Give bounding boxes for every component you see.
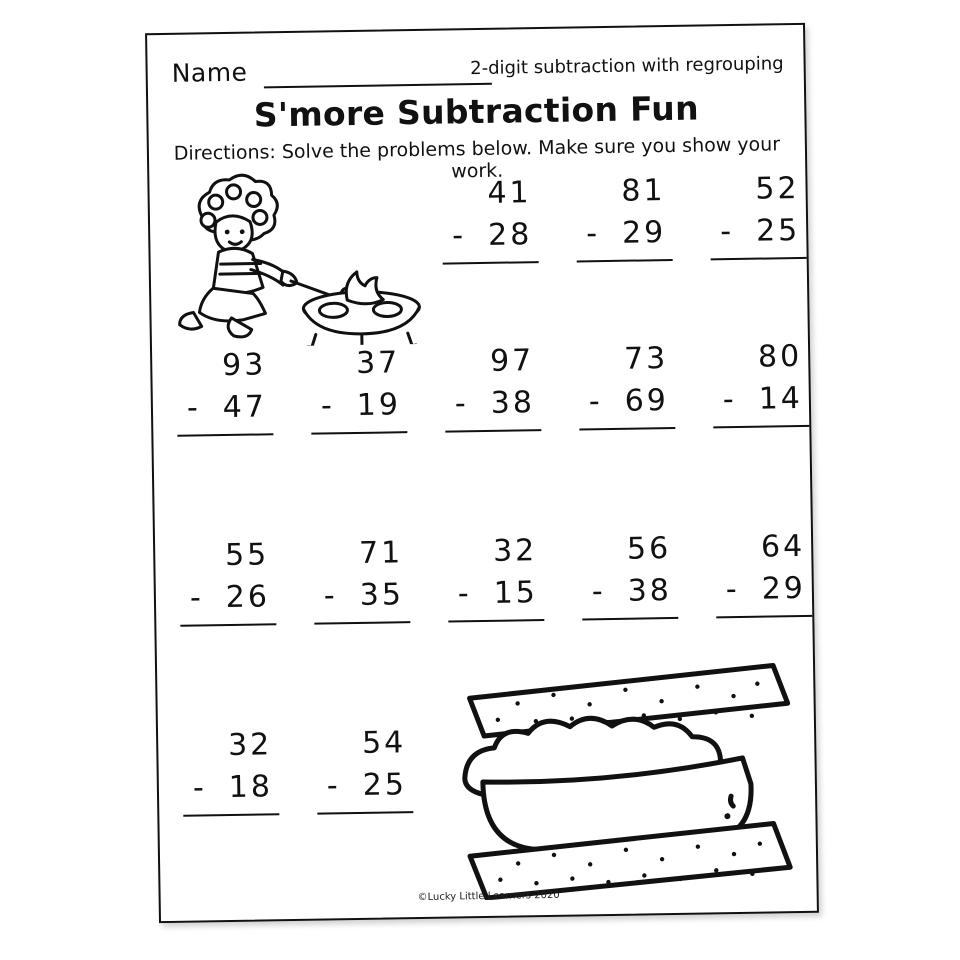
subtrahend: 29 xyxy=(621,215,667,251)
minuend: 41 xyxy=(487,175,532,211)
answer-line[interactable] xyxy=(180,623,276,627)
problem-cell[interactable] xyxy=(182,721,280,834)
minuend: 81 xyxy=(621,173,666,209)
problem-cell xyxy=(173,173,271,286)
minuend: 32 xyxy=(492,533,538,569)
minuend: 37 xyxy=(355,345,401,381)
smore-illustration xyxy=(457,655,801,900)
answer-line[interactable] xyxy=(311,431,407,435)
problem-cell[interactable] xyxy=(444,337,542,450)
problem-row xyxy=(170,333,804,463)
problem-cell[interactable] xyxy=(709,165,807,278)
answer-line[interactable] xyxy=(177,433,273,437)
minuend: 55 xyxy=(224,537,270,574)
minuend: 73 xyxy=(623,341,669,377)
problem-cell[interactable] xyxy=(441,169,539,282)
copyright-text: ©Lucky Little Learners 2020 xyxy=(417,889,560,904)
subtrahend: 18 xyxy=(228,769,274,806)
skill-label: 2-digit subtraction with regrouping xyxy=(469,53,784,80)
operator: - xyxy=(192,770,205,806)
name-row xyxy=(171,49,783,93)
operator: - xyxy=(451,218,464,254)
answer-line[interactable] xyxy=(579,427,675,431)
answer-line[interactable] xyxy=(445,429,541,433)
problem-cell[interactable] xyxy=(712,333,810,446)
answer-line[interactable] xyxy=(317,811,413,815)
problem-cell[interactable] xyxy=(179,531,277,644)
minuend: 80 xyxy=(757,338,803,375)
subtrahend: 19 xyxy=(356,387,402,423)
answer-line[interactable] xyxy=(443,261,539,265)
page-title: S'more Subtraction Fun xyxy=(253,88,700,135)
operator: - xyxy=(326,768,338,804)
problem-row xyxy=(167,165,801,295)
problem-cell[interactable] xyxy=(316,719,414,832)
problem-cell[interactable] xyxy=(176,341,274,454)
problem-row xyxy=(173,523,807,653)
operator: - xyxy=(454,386,467,422)
answer-line[interactable] xyxy=(711,257,807,261)
problem-cell[interactable] xyxy=(575,167,673,280)
answer-line[interactable] xyxy=(314,621,410,625)
minuend: 54 xyxy=(361,725,407,761)
subtrahend: 38 xyxy=(490,385,536,421)
directions-text: Directions: Solve the problems below. Make sure you show your work. xyxy=(173,133,781,183)
subtrahend: 28 xyxy=(487,217,533,253)
operator: - xyxy=(320,388,333,424)
operator: - xyxy=(591,574,603,610)
subtrahend: 47 xyxy=(222,389,268,426)
subtrahend: 15 xyxy=(493,575,539,611)
minuend: 56 xyxy=(626,531,672,567)
problem-cell[interactable] xyxy=(578,335,676,448)
subtrahend: 26 xyxy=(225,579,271,616)
operator: - xyxy=(323,578,336,614)
problem-cell[interactable] xyxy=(581,525,679,638)
answer-line[interactable] xyxy=(582,617,678,621)
subtrahend: 38 xyxy=(627,573,673,609)
minuend: 93 xyxy=(221,347,267,384)
worksheet-sheet xyxy=(145,23,819,923)
problem-cell[interactable] xyxy=(310,339,408,452)
operator: - xyxy=(588,384,600,420)
minuend: 64 xyxy=(760,528,806,565)
subtrahend: 69 xyxy=(624,383,670,419)
subtrahend: 25 xyxy=(755,212,801,249)
problem-cell[interactable] xyxy=(313,529,411,642)
minuend: 52 xyxy=(755,170,800,207)
answer-line[interactable] xyxy=(448,619,544,623)
answer-line[interactable] xyxy=(183,813,279,817)
answer-line[interactable] xyxy=(577,259,673,263)
operator: - xyxy=(722,382,734,418)
operator: - xyxy=(189,580,202,616)
subtrahend: 14 xyxy=(758,380,804,417)
name-label: Name xyxy=(171,57,248,88)
operator: - xyxy=(585,216,598,252)
minuend: 97 xyxy=(489,343,535,379)
subtrahend: 35 xyxy=(359,577,405,613)
operator: - xyxy=(186,390,199,426)
answer-line[interactable] xyxy=(716,615,812,619)
operator: - xyxy=(457,576,469,612)
problem-cell[interactable] xyxy=(715,523,813,636)
name-write-line[interactable] xyxy=(264,83,492,89)
problem-cell[interactable] xyxy=(447,527,545,640)
minuend: 71 xyxy=(358,535,404,571)
operator: - xyxy=(719,214,732,250)
subtrahend: 25 xyxy=(362,767,408,803)
subtrahend: 29 xyxy=(761,570,807,607)
operator: - xyxy=(725,572,737,608)
minuend: 32 xyxy=(227,727,273,764)
problem-cell xyxy=(307,171,405,284)
answer-line[interactable] xyxy=(713,425,809,429)
